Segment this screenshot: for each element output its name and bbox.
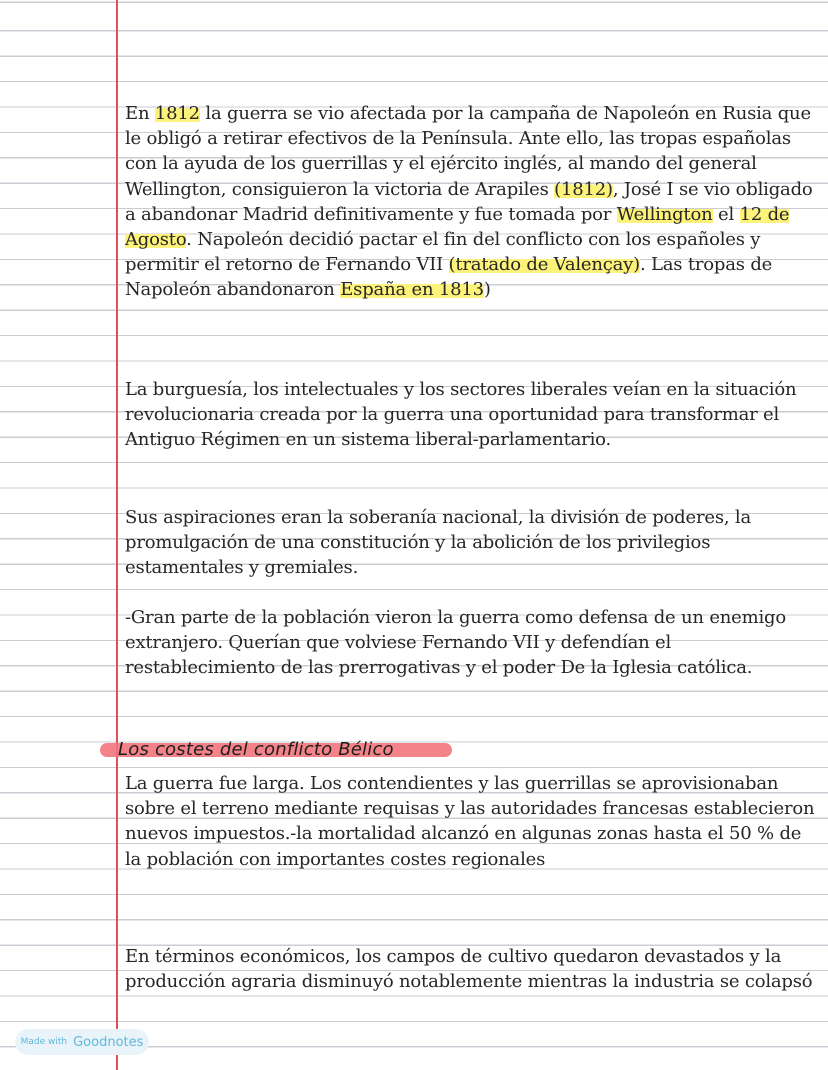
text-segment: . Las tropas de Napoleón abandonaron <box>125 254 773 301</box>
text-segment: ) <box>483 279 491 301</box>
text-segment: la guerra se vio afectada por la campaña de Napoleón en Rusia que le obligó a retirar efectivos de la Península. Ante ello, las tropas españolas con la ayuda de los guerrillas y el ejército inglés, al mando del general Wellington, consiguieron la victoria de Arapiles <box>125 103 811 200</box>
badge-prefix: Made with <box>20 1037 68 1047</box>
highlighted-text: 12 de Agosto <box>125 203 790 251</box>
paragraph-war-costs <box>125 771 815 872</box>
highlighted-text: Wellington <box>616 203 713 225</box>
paragraph-economy <box>125 944 815 994</box>
margin-line <box>116 0 118 1070</box>
text-segment: -Gran parte de la población vieron la guerra como defensa de un enemigo extranjero. Querían que volviese Fernando VII y defendían el restablecimiento de las prerrogativas y el poder De la Iglesia católica. <box>125 607 787 679</box>
text-segment: . Napoleón decidió pactar el fin del conflicto con los españoles y permitir el retorno de Fernando VII <box>125 229 761 276</box>
text-segment: el <box>712 203 740 225</box>
highlighted-text: 1812 <box>154 103 200 124</box>
text-segment: La burguesía, los intelectuales y los sectores liberales veían en la situación revolucionaria creada por la guerra una oportunidad para transformar el Antiguo Régimen en un sistema liberal-parlamentario. <box>125 379 797 451</box>
text-segment: La guerra fue larga. Los contendientes y las guerrillas se aprovisionaban sobre el terreno mediante requisas y las autoridades francesas establecieron nuevos impuestos.-la mortalidad alcanzó en algunas zonas hasta el 50 % de la población con importantes costes regionales <box>125 773 815 870</box>
text-segment: En términos económicos, los campos de cultivo quedaron devastados y la producción agraria disminuyó notablemente mientras la industria se colapsó <box>125 946 813 993</box>
paragraph-1812-campaign <box>125 101 815 303</box>
text-segment: Sus aspiraciones eran la soberanía nacional, la división de poderes, la promulgación de una constitución y la abolición de los privilegios estamentales y gremiales. <box>125 507 751 579</box>
paragraph-aspirations <box>125 505 815 581</box>
highlighted-text: (tratado de Valençay) <box>448 254 640 276</box>
paragraph-bourgeoisie <box>125 377 815 453</box>
made-with-goodnotes-badge[interactable] <box>15 1029 149 1055</box>
section-heading-block <box>100 738 460 764</box>
text-segment: En <box>125 103 155 124</box>
highlighted-text: (1812) <box>554 178 613 200</box>
highlighted-text: España en 1813 <box>340 279 484 301</box>
paragraph-population <box>125 605 815 681</box>
badge-brand: Goodnotes <box>73 1034 144 1050</box>
section-heading: Los costes del conflicto Bélico <box>118 739 394 760</box>
text-segment: , José I se vio obligado a abandonar Madrid definitivamente y fue tomada por <box>125 178 813 225</box>
